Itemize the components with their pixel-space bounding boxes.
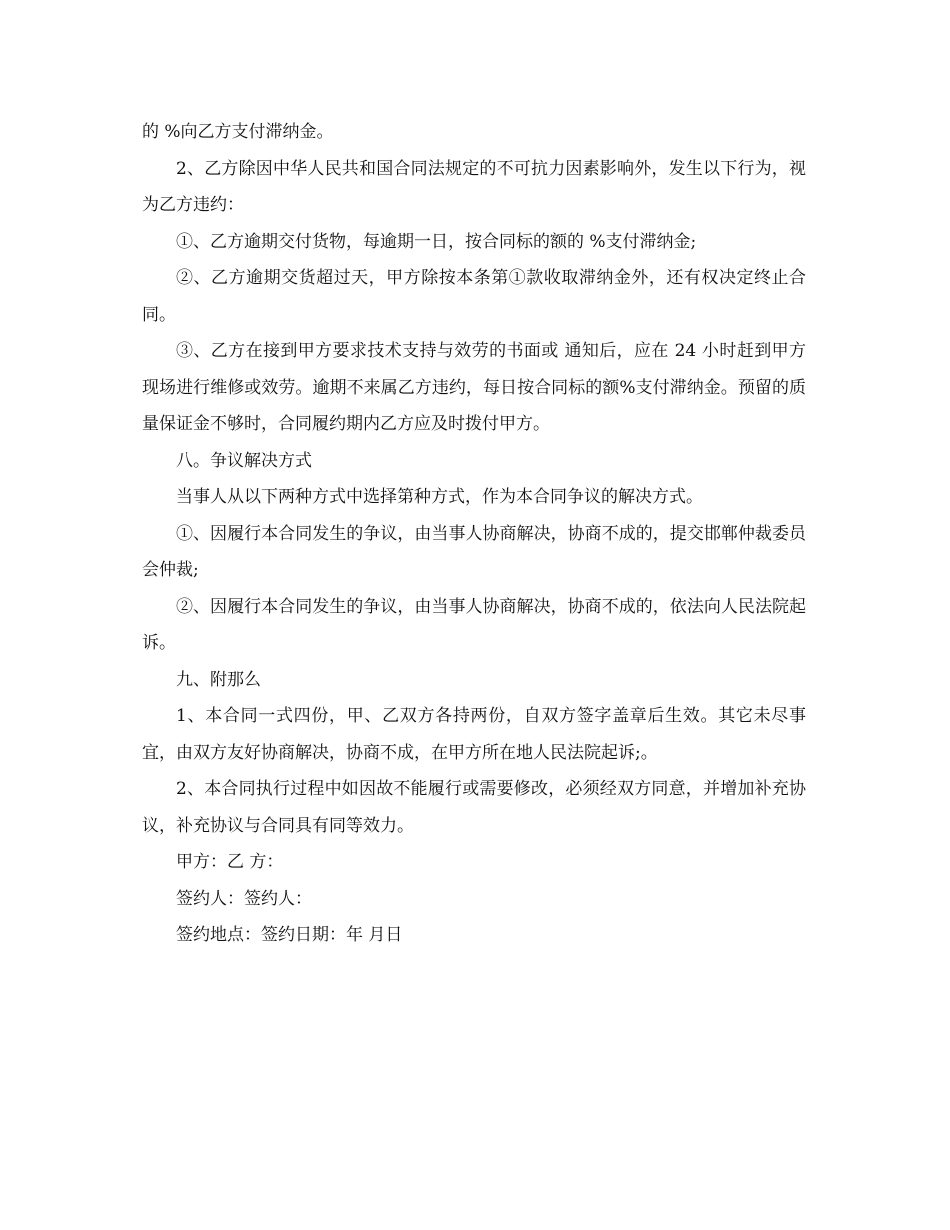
paragraph-penalty-tail: 的 %向乙方支付滞纳金。	[142, 122, 334, 142]
section-heading-dispute: 八。争议解决方式	[176, 450, 312, 471]
paragraph-seller-breach: 2、乙方除因中华人民共和国合同法规定的不可抗力因素影响外，发生以下行为，视为乙方违约：	[142, 158, 806, 215]
signature-signers: 签约人：签约人：	[176, 888, 312, 909]
paragraph-termination: ②、乙方逾期交货超过天，甲方除按本条第①款收取滞纳金外，还有权决定终止合同。	[142, 268, 806, 325]
signature-parties: 甲方：乙 方：	[176, 852, 284, 872]
document-body	[142, 114, 806, 954]
paragraph-late-delivery: ①、乙方逾期交付货物，每逾期一日，按合同标的额的 %支付滞纳金;	[176, 231, 697, 252]
paragraph-arbitration: ①、因履行本合同发生的争议，由当事人协商解决，协商不成的，提交邯郸仲裁委员会仲裁;	[142, 523, 806, 580]
paragraph-tech-support: ③、乙方在接到甲方要求技术支持与效劳的书面或 通知后，应在 24 小时赶到甲方现场进行维修或效劳。逾期不来属乙方违约，每日按合同标的额%支付滞纳金。预留的质量保证金不够时，合同履约期内乙方应及时拨付甲方。	[142, 341, 806, 434]
signature-place-date: 签约地点：签约日期：年 月日	[176, 925, 403, 945]
paragraph-amendment: 2、本合同执行过程中如因故不能履行或需要修改，必须经双方同意，并增加补充协议，补充协议与合同具有同等效力。	[142, 779, 806, 836]
section-heading-appendix: 九、附那么	[176, 669, 261, 690]
paragraph-dispute-choice: 当事人从以下两种方式中选择第种方式，作为本合同争议的解决方式。	[176, 487, 703, 507]
paragraph-copies: 1、本合同一式四份，甲、乙双方各持两份，自双方签字盖章后生效。其它未尽事宜，由双方友好协商解决，协商不成，在甲方所在地人民法院起诉;。	[142, 706, 806, 763]
paragraph-litigation: ②、因履行本合同发生的争议，由当事人协商解决，协商不成的，依法向人民法院起诉。	[142, 596, 806, 653]
